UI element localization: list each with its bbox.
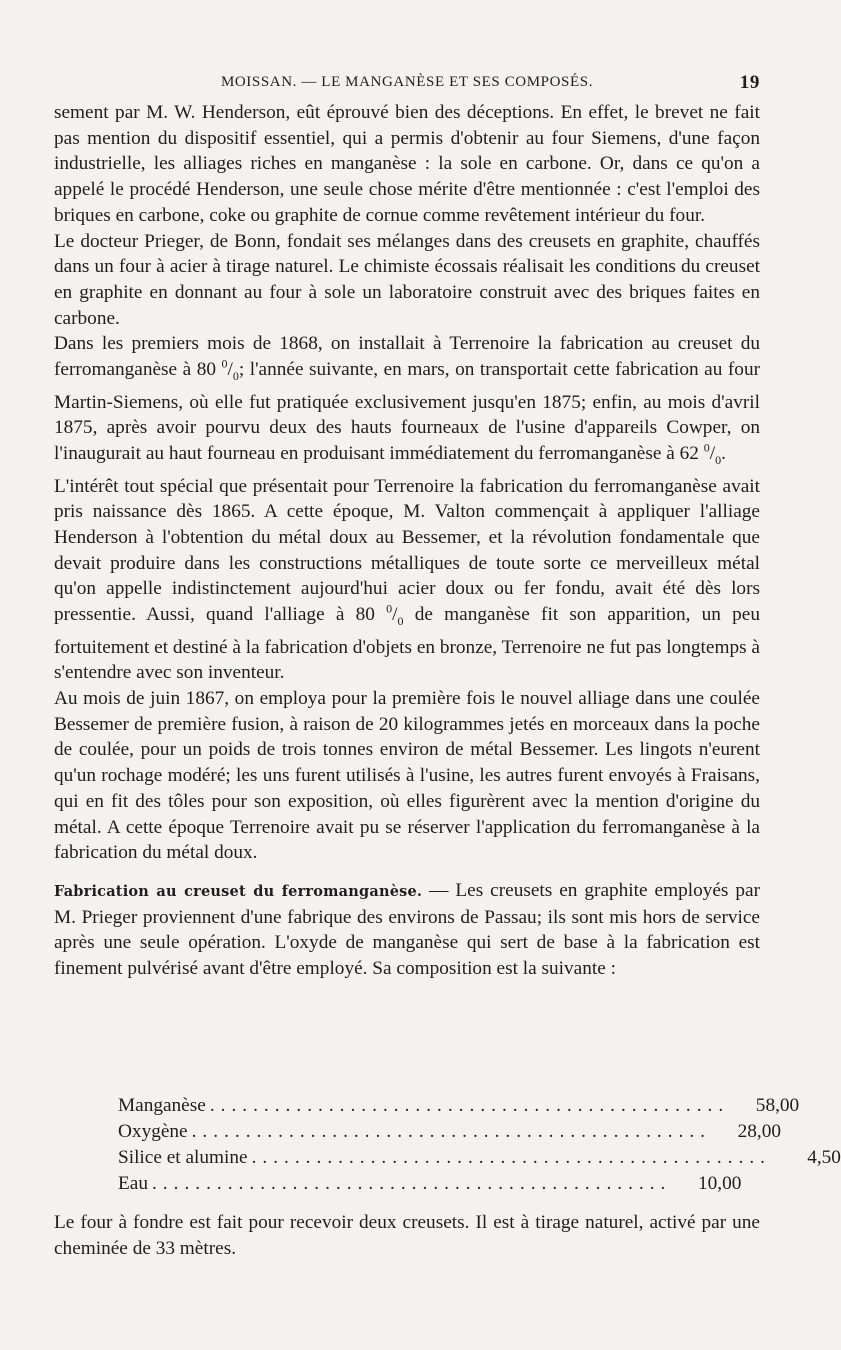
table-row bbox=[118, 1145, 841, 1171]
paragraph-7: Le four à fondre est fait pour recevoir deux creusets. Il est à tirage naturel, activé par une cheminée de 33 mètres. bbox=[54, 1212, 760, 1259]
paragraph-4-part-1: L'intérêt tout spécial que présentait pour Terrenoire la fabrication du ferromanganèse avait pris naissance dès 1865. A cette époque, M. Valton commençait à appliquer l'alliage Henderson à l'obtention du métal doux au Bessemer, et la révolution fondamentale que devait produire dans les constructions métalliques de toute sorte ce merveilleux métal qu'on appelle indistinctement aujourd'hui acier doux ou fer fondu, avait été dès lors pressentie. Aussi, quand l'alliage à 80 bbox=[54, 475, 760, 626]
body-text bbox=[54, 100, 760, 982]
percent-slash-2: / bbox=[709, 443, 716, 464]
paragraph-6 bbox=[54, 878, 760, 982]
paragraph-2: Le docteur Prieger, de Bonn, fondait ses mélanges dans des creusets en graphite, chauffés dans un four à acier à tirage naturel. Le chimiste écossais réalisait les conditions du creuset en graphite en donnant au four à sole un laboratoire construit avec des briques faites en carbone. bbox=[54, 230, 760, 329]
section-lead: Fabrication au creuset du ferromanganèse. bbox=[54, 882, 423, 900]
row-value: 58,00 bbox=[755, 1095, 800, 1116]
running-title: MOISSAN. — LE MANGANÈSE ET SES COMPOSÉS. bbox=[220, 74, 594, 90]
paragraph-6-text: — Les creusets en graphite employés par M. Prieger proviennent d'une fabrique des environs de Passau; ils sont mis hors de service après une seule opération. L'oxyde de manganèse qui sert de base à la fabrication est finement pulvérisé avant d'être employé. Sa composition est la suivante : bbox=[54, 879, 760, 980]
leader-dots: ................................................ bbox=[191, 1121, 711, 1142]
paragraph-3-part-1: Dans les premiers mois de 1868, on installait à Terrenoire la fabrication au creuset du ferromanganèse à 80 bbox=[54, 333, 760, 381]
percent-sub-2: 0 bbox=[715, 452, 722, 467]
percent-sup: 0 bbox=[221, 356, 228, 371]
percent-slash-3: / bbox=[392, 604, 398, 626]
table-row bbox=[118, 1119, 781, 1145]
row-value: 10,00 bbox=[697, 1173, 742, 1194]
leader-dots: ................................................ bbox=[209, 1095, 730, 1116]
paragraph-4-part-2: de manganèse fit son apparition, un peu fortuitement et destiné à la fabrication d'objets en bronze, Terrenoire ne fut pas longtemps à s'entendre avec son inventeur. bbox=[54, 604, 760, 684]
row-label: Silice et alumine bbox=[118, 1147, 248, 1168]
table-row bbox=[118, 1093, 800, 1119]
paragraph-1: sement par M. W. Henderson, eût éprouvé bien des déceptions. En effet, le brevet ne fait pas mention du dispositif essentiel, qui a permis d'obtenir au four Siemens, d'une façon industrielle, les alliages riches en manganèse : la sole en carbone. Or, dans ce qu'on a appelé le procédé Henderson, une seule chose mérite d'être mentionnée : c'est l'emploi des briques en carbone, coke ou graphite de cornue comme revêtement intérieur du four. bbox=[54, 102, 760, 226]
table-row bbox=[118, 1171, 742, 1197]
percent-sup-3: 0 bbox=[386, 601, 393, 616]
row-label: Manganèse bbox=[118, 1095, 206, 1116]
composition-table bbox=[118, 1093, 841, 1197]
percent-sub-3: 0 bbox=[397, 613, 404, 628]
row-label: Oxygène bbox=[118, 1121, 188, 1142]
paragraph-3-part-2: ; l'année suivante, en mars, on transportait cette fabrication au four Martin-Siemens, où elle fut pratiquée exclusivement jusqu'en 1875; enfin, au mois d'avril 1875, après avoir pourvu deux des hauts fourneaux de l'usine d'appareils Cowper, on l'inaugurait au haut fourneau en produisant immédiatement du ferromanganèse à 62 bbox=[54, 359, 760, 464]
row-label: Eau bbox=[118, 1173, 148, 1194]
percent-slash: / bbox=[227, 359, 233, 381]
percent-sup-2: 0 bbox=[703, 440, 710, 455]
page-number: 19 bbox=[739, 72, 760, 93]
paragraph-3 bbox=[54, 331, 760, 473]
row-value: 28,00 bbox=[737, 1121, 781, 1142]
paragraph-5: Au mois de juin 1867, on employa pour la première fois le nouvel alliage dans une coulée Bessemer de première fusion, à raison de 20 kilogrammes jetés en morceaux dans la poche de coulée, pour un poids de trois tonnes environ de métal Bessemer. Les lingots n'eurent qu'un rochage modéré; les uns furent utilisés à l'usine, les autres furent envoyés à Fraisans, qui en fit des tôles pour son exposition, où elles figurèrent avec la mention d'origine du métal. A cette époque Terrenoire avait pu se réserver l'application du ferromanganèse à la fabrication du métal doux. bbox=[54, 688, 760, 864]
percent-sub: 0 bbox=[232, 368, 239, 383]
paragraph-3-end: . bbox=[721, 443, 726, 464]
leader-dots: ................................................ bbox=[151, 1173, 672, 1194]
leader-dots: ................................................ bbox=[251, 1147, 771, 1168]
page-header bbox=[54, 72, 760, 98]
paragraph-4 bbox=[54, 474, 760, 686]
closing-text bbox=[54, 1210, 760, 1261]
row-value: 4,50 bbox=[807, 1147, 841, 1168]
